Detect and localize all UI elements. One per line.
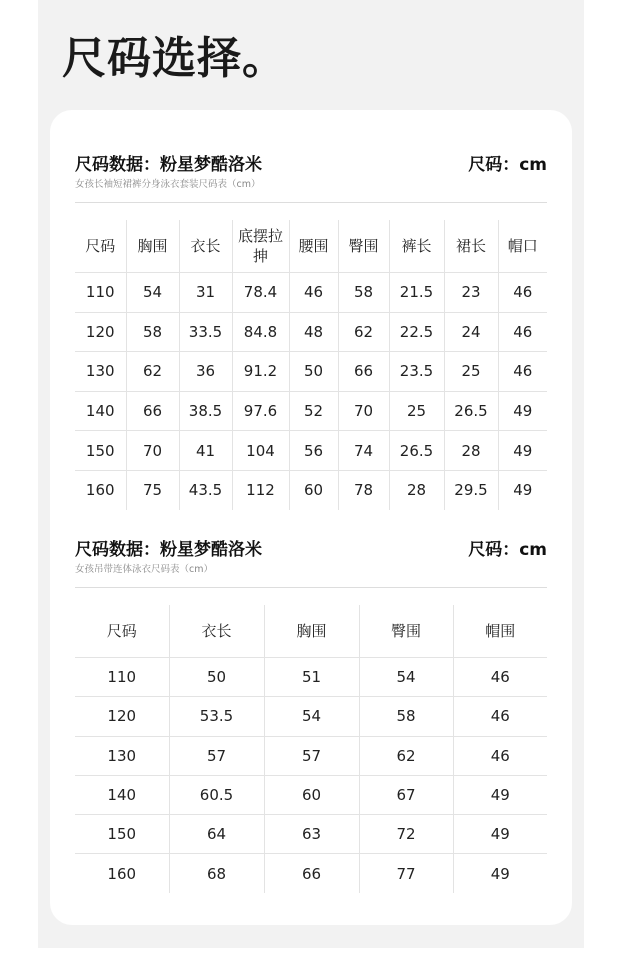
table-cell: 53.5	[169, 697, 264, 736]
table-cell: 38.5	[179, 391, 232, 431]
table-cell: 57	[264, 736, 359, 775]
table-cell: 66	[338, 352, 389, 392]
table-cell: 62	[359, 736, 453, 775]
table-cell: 110	[75, 273, 126, 313]
table-cell: 150	[75, 431, 126, 471]
section1-subtitle: 女孩长袖短裙裤分身泳衣套装尺码表（cm）	[75, 179, 261, 190]
table-cell: 28	[389, 470, 444, 509]
table-cell: 78.4	[232, 273, 289, 313]
table-cell: 66	[264, 854, 359, 893]
table-cell: 68	[169, 854, 264, 893]
table-cell: 77	[359, 854, 453, 893]
table-cell: 57	[169, 736, 264, 775]
table-cell: 112	[232, 470, 289, 509]
table-cell: 160	[85, 481, 115, 500]
column-header: 胸围	[126, 220, 179, 273]
table-cell: 29.5	[444, 470, 498, 509]
table-cell: 46	[289, 273, 338, 313]
table-cell: 46	[453, 697, 547, 736]
table-cell: 54	[264, 697, 359, 736]
table-cell: 33.5	[179, 312, 232, 352]
table-cell: 23.5	[389, 352, 444, 392]
table-cell: 21.5	[389, 273, 444, 313]
table-cell: 66	[126, 391, 179, 431]
table-cell: 50	[169, 658, 264, 697]
table-cell: 26.5	[444, 391, 498, 431]
table-cell: 28	[444, 431, 498, 471]
column-header: 胸围	[264, 605, 359, 658]
column-header: 腰围	[289, 220, 338, 273]
table-cell: 70	[338, 391, 389, 431]
table-cell: 50	[289, 352, 338, 392]
table-cell: 140	[75, 775, 169, 814]
table-cell: 46	[498, 273, 547, 313]
table-cell: 70	[126, 431, 179, 471]
table-cell: 46	[453, 658, 547, 697]
table-cell: 160	[107, 864, 137, 883]
table-row	[75, 431, 547, 471]
table-cell: 24	[444, 312, 498, 352]
table-cell: 62	[126, 352, 179, 392]
table-cell: 26.5	[389, 431, 444, 471]
table-row	[75, 854, 547, 893]
column-header: 帽口	[498, 220, 547, 273]
table-cell: 58	[359, 697, 453, 736]
table-cell: 49	[453, 815, 547, 854]
table-cell: 54	[359, 658, 453, 697]
table-cell: 25	[389, 391, 444, 431]
section2-title: 尺码数据：粉星梦酷洛米	[75, 540, 262, 560]
table-row	[75, 391, 547, 431]
table-row	[75, 736, 547, 775]
table-row	[75, 658, 547, 697]
table-cell: 130	[75, 736, 169, 775]
table-cell: 52	[289, 391, 338, 431]
table-cell: 110	[75, 658, 169, 697]
table-row	[75, 470, 547, 509]
table-cell: 75	[126, 470, 179, 509]
table-cell: 74	[338, 431, 389, 471]
column-header: 衣长	[169, 605, 264, 658]
table-cell: 46	[498, 352, 547, 392]
column-header: 裙长	[444, 220, 498, 273]
column-header: 帽围	[453, 605, 547, 658]
table-cell: 46	[498, 312, 547, 352]
table-cell: 54	[126, 273, 179, 313]
table-row	[75, 352, 547, 392]
section1-size-unit: 尺码：cm	[468, 155, 547, 175]
table-cell: 36	[179, 352, 232, 392]
column-header: 衣长	[179, 220, 232, 273]
page-background	[38, 0, 584, 948]
table-cell: 97.6	[232, 391, 289, 431]
table-cell: 41	[179, 431, 232, 471]
column-header: 臀围	[338, 220, 389, 273]
section2-subtitle: 女孩吊带连体泳衣尺码表（cm）	[75, 564, 213, 575]
table-cell: 60	[289, 470, 338, 509]
table-cell: 49	[453, 775, 547, 814]
table-cell: 130	[75, 352, 126, 392]
section1-title: 尺码数据：粉星梦酷洛米	[75, 155, 262, 175]
table-row	[75, 312, 547, 352]
column-header: 尺码	[75, 605, 169, 658]
table-cell: 49	[498, 391, 547, 431]
table-cell: 120	[75, 697, 169, 736]
table-cell: 51	[264, 658, 359, 697]
table-cell: 67	[359, 775, 453, 814]
table-cell: 60.5	[169, 775, 264, 814]
table-cell: 104	[232, 431, 289, 471]
table-cell: 43.5	[179, 470, 232, 509]
table-cell: 60	[264, 775, 359, 814]
table-row	[75, 775, 547, 814]
column-header: 尺码	[75, 220, 126, 273]
table-cell: 49	[498, 470, 547, 509]
table-cell: 31	[179, 273, 232, 313]
table-cell: 46	[453, 736, 547, 775]
table-cell: 91.2	[232, 352, 289, 392]
table-cell: 120	[75, 312, 126, 352]
table-cell: 63	[264, 815, 359, 854]
section2-divider	[75, 587, 547, 588]
size-table-onepiece	[75, 605, 547, 893]
table-header-row	[75, 605, 547, 658]
section2-size-unit: 尺码：cm	[468, 540, 547, 560]
table-cell: 25	[444, 352, 498, 392]
table-cell: 58	[338, 273, 389, 313]
column-header: 底摆拉抻	[232, 220, 289, 273]
table-cell: 64	[169, 815, 264, 854]
table-cell: 22.5	[389, 312, 444, 352]
table-cell: 58	[126, 312, 179, 352]
size-chart-card	[50, 110, 572, 925]
table-cell: 62	[338, 312, 389, 352]
table-cell: 56	[289, 431, 338, 471]
table-cell: 150	[75, 815, 169, 854]
table-cell: 48	[289, 312, 338, 352]
table-cell: 49	[498, 431, 547, 471]
section1-divider	[75, 202, 547, 203]
table-row	[75, 273, 547, 313]
table-header-row	[75, 220, 547, 273]
table-cell: 140	[75, 391, 126, 431]
table-cell: 23	[444, 273, 498, 313]
page-title: 尺码选择。	[62, 33, 287, 84]
size-table-set	[75, 220, 547, 510]
column-header: 裤长	[389, 220, 444, 273]
column-header: 臀围	[359, 605, 453, 658]
table-cell: 49	[453, 854, 547, 893]
table-cell: 78	[338, 470, 389, 509]
table-row	[75, 697, 547, 736]
table-cell: 84.8	[232, 312, 289, 352]
table-cell: 72	[359, 815, 453, 854]
table-row	[75, 815, 547, 854]
